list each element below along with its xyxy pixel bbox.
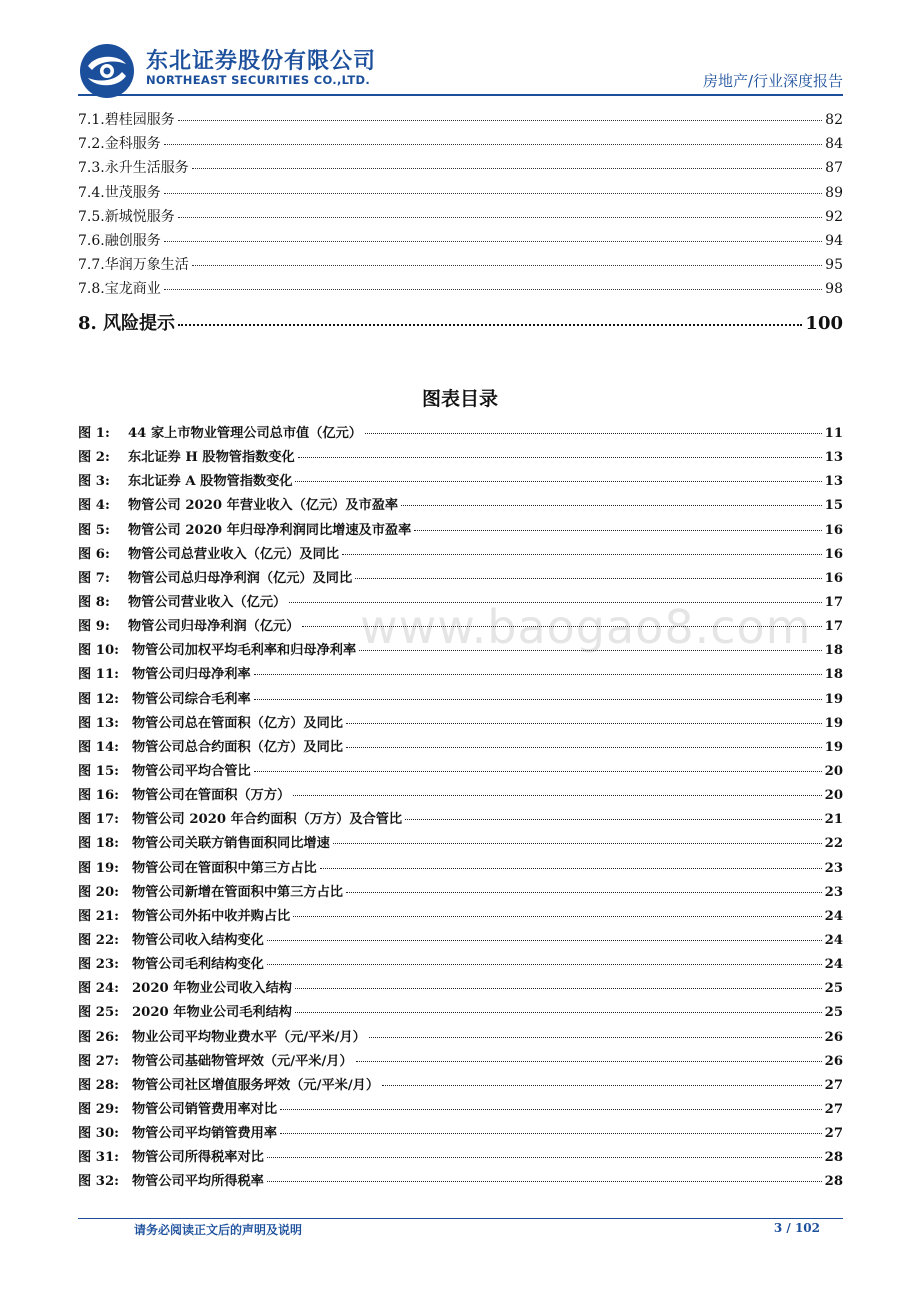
figure-entry[interactable]: 图 13: 物管公司总在管面积（亿方）及同比 19 <box>78 715 843 731</box>
figure-entry[interactable]: 图 1: 44 家上市物业管理公司总市值（亿元） 11 <box>78 426 843 441</box>
figure-entry[interactable]: 图 3: 东北证券 A 股物管指数变化 13 <box>78 474 843 490</box>
footer-disclaimer: 请务必阅读正文后的声明及说明 <box>134 1223 303 1237</box>
figure-entry[interactable]: 图 6: 物管公司总营业收入（亿元）及同比 16 <box>78 546 843 562</box>
company-name-en: NORTHEAST SECURITIES CO.,LTD. <box>146 73 370 87</box>
toc-entry[interactable]: 7.5.新城悦服务 92 <box>78 208 843 225</box>
watermark: www.baogao8.com <box>360 600 812 654</box>
toc-entry[interactable]: 7.1.碧桂园服务 82 <box>78 112 843 128</box>
figure-entry[interactable]: 图 22: 物管公司收入结构变化 24 <box>78 932 843 948</box>
figure-entry[interactable]: 图 30: 物管公司平均销管费用率 27 <box>78 1126 843 1142</box>
figure-entry[interactable]: 图 18: 物管公司关联方销售面积同比增速 22 <box>78 836 843 852</box>
figure-entry[interactable]: 图 23: 物管公司毛利结构变化 24 <box>78 957 843 973</box>
table-of-contents <box>78 109 843 347</box>
figure-entry[interactable]: 图 32: 物管公司平均所得税率 28 <box>78 1174 843 1190</box>
company-name-cn: 东北证券股份有限公司 <box>146 49 377 74</box>
figure-index-title: 图表目录 <box>421 388 498 410</box>
toc-entry[interactable]: 7.4.世茂服务 89 <box>78 184 843 201</box>
figure-entry[interactable]: 图 24: 2020 年物业公司收入结构 25 <box>78 981 843 997</box>
figure-entry[interactable]: 图 7: 物管公司总归母净利润（亿元）及同比 16 <box>78 570 843 586</box>
figure-entry[interactable]: 图 15: 物管公司平均合管比 20 <box>78 763 843 779</box>
figure-index <box>78 422 843 1195</box>
figure-entry[interactable]: 图 26: 物业公司平均物业费水平（元/平米/月） 26 <box>78 1029 843 1045</box>
figure-entry[interactable]: 图 11: 物管公司归母净利率 18 <box>78 667 843 683</box>
report-category: 房地产/行业深度报告 <box>702 72 843 90</box>
toc-entry[interactable]: 7.3.永升生活服务 87 <box>78 160 843 177</box>
toc-main-entry[interactable]: 8. 风险提示 100 <box>78 312 843 334</box>
toc-entry[interactable]: 7.2.金科服务 84 <box>78 136 843 153</box>
figure-entry[interactable]: 图 9: 物管公司归母净利润（亿元） 17 <box>78 619 843 635</box>
figure-entry[interactable]: 图 16: 物管公司在管面积（万方） 20 <box>78 788 843 804</box>
toc-entry[interactable]: 7.6.融创服务 94 <box>78 232 843 249</box>
figure-entry[interactable]: 图 20: 物管公司新增在管面积中第三方占比 23 <box>78 884 843 900</box>
footer-divider <box>78 1218 843 1219</box>
header-divider <box>78 94 843 96</box>
figure-entry[interactable]: 图 25: 2020 年物业公司毛利结构 25 <box>78 1005 843 1021</box>
company-logo-icon <box>78 42 136 100</box>
figure-entry[interactable]: 图 27: 物管公司基础物管坪效（元/平米/月） 26 <box>78 1053 843 1069</box>
figure-entry[interactable]: 图 2: 东北证券 H 股物管指数变化 13 <box>78 450 843 466</box>
figure-entry[interactable]: 图 8: 物管公司营业收入（亿元） 17 <box>78 594 843 610</box>
figure-entry[interactable]: 图 17: 物管公司 2020 年合约面积（万方）及合管比 21 <box>78 812 843 828</box>
figure-entry[interactable]: 图 14: 物管公司总合约面积（亿方）及同比 19 <box>78 739 843 755</box>
figure-entry[interactable]: 图 5: 物管公司 2020 年归母净利润同比增速及市盈率 16 <box>78 522 843 538</box>
figure-entry[interactable]: 图 31: 物管公司所得税率对比 28 <box>78 1150 843 1166</box>
figure-entry[interactable]: 图 4: 物管公司 2020 年营业收入（亿元）及市盈率 15 <box>78 498 843 514</box>
figure-entry[interactable]: 图 21: 物管公司外拓中收并购占比 24 <box>78 908 843 924</box>
figure-entry[interactable]: 图 29: 物管公司销管费用率对比 27 <box>78 1101 843 1117</box>
toc-entry[interactable]: 7.8.宝龙商业 98 <box>78 281 843 298</box>
figure-entry[interactable]: 图 12: 物管公司综合毛利率 19 <box>78 691 843 707</box>
figure-entry[interactable]: 图 28: 物管公司社区增值服务坪效（元/平米/月） 27 <box>78 1077 843 1093</box>
figure-entry[interactable]: 图 10: 物管公司加权平均毛利率和归母净利率 18 <box>78 643 843 659</box>
page-number: 3 / 102 <box>773 1221 820 1235</box>
page-header <box>78 40 843 92</box>
toc-entry[interactable]: 7.7.华润万象生活 95 <box>78 257 843 274</box>
figure-entry[interactable]: 图 19: 物管公司在管面积中第三方占比 23 <box>78 860 843 876</box>
